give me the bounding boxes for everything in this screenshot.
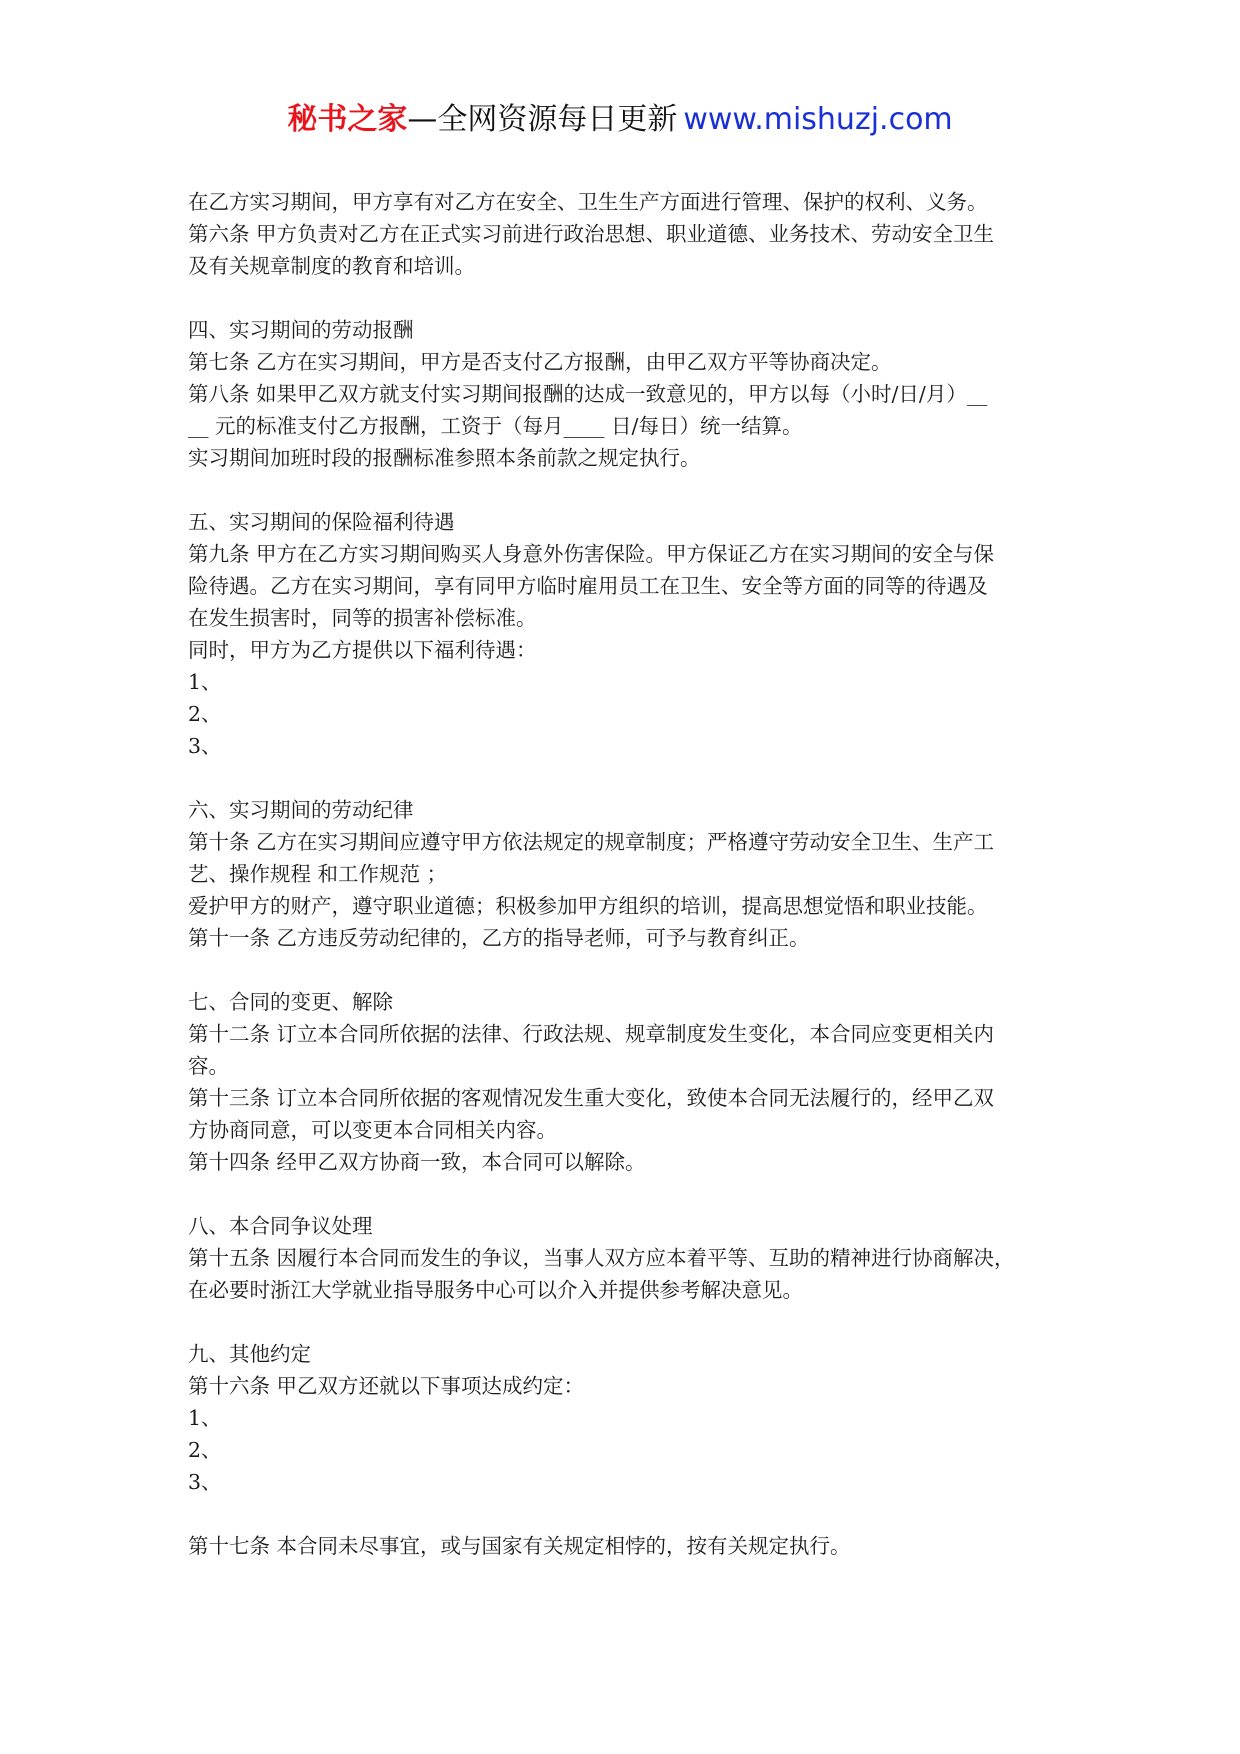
blank-line [188, 474, 1068, 506]
article-line: 第十六条 甲乙双方还就以下事项达成约定： [188, 1374, 585, 1398]
blank-line [188, 954, 1068, 986]
article-line: 第七条 乙方在实习期间，甲方是否支付乙方报酬，由甲乙双方平等协商决定。 [188, 350, 892, 374]
section-heading: 九、其他约定 [188, 1342, 311, 1366]
article-line: 第六条 甲方负责对乙方在正式实习前进行政治思想、职业道德、业务技术、劳动安全卫生 [188, 222, 995, 246]
list-item: 1、 [188, 670, 222, 694]
list-item: 2、 [188, 702, 222, 726]
article-line: 第十一条 乙方违反劳动纪律的，乙方的指导老师，可予与教育纠正。 [188, 926, 810, 950]
paragraph-line: 艺、操作规程 和工作规范 ； [188, 862, 448, 886]
paragraph-line: 险待遇。乙方在实习期间，享有同甲方临时雇用员工在卫生、安全等方面的同等的待遇及 [188, 574, 988, 598]
section-heading: 七、合同的变更、解除 [188, 990, 393, 1014]
article-line: 第十四条 经甲乙双方协商一致，本合同可以解除。 [188, 1150, 646, 1174]
list-item: 1、 [188, 1406, 222, 1430]
article-line: 第十条 乙方在实习期间应遵守甲方依法规定的规章制度；严格遵守劳动安全卫生、生产工 [188, 830, 995, 854]
site-header [0, 98, 1240, 142]
blank-line [188, 1306, 1068, 1338]
paragraph-line: 在发生损害时，同等的损害补偿标准。 [188, 606, 537, 630]
document-body [188, 186, 1068, 1562]
paragraph-line: __ 元的标准支付乙方报酬，工资于（每月____ 日/每日）统一结算。 [188, 414, 803, 438]
site-url[interactable]: www.mishuzj.com [683, 102, 953, 137]
article-line: 第十三条 订立本合同所依据的客观情况发生重大变化，致使本合同无法履行的，经甲乙双 [188, 1086, 995, 1110]
article-line: 第八条 如果甲乙双方就支付实习期间报酬的达成一致意见的，甲方以每（小时/日/月）__ [188, 382, 988, 406]
section-heading: 五、实习期间的保险福利待遇 [188, 510, 455, 534]
blank-line [188, 282, 1068, 314]
list-item: 3、 [188, 734, 222, 758]
blank-line [188, 1498, 1068, 1530]
list-item: 2、 [188, 1438, 222, 1462]
blank-line [188, 762, 1068, 794]
list-item: 3、 [188, 1470, 222, 1494]
article-line: 第九条 甲方在乙方实习期间购买人身意外伤害保险。甲方保证乙方在实习期间的安全与保 [188, 542, 995, 566]
article-line: 第十七条 本合同未尽事宜，或与国家有关规定相悖的，按有关规定执行。 [188, 1534, 851, 1558]
section-heading: 四、实习期间的劳动报酬 [188, 318, 414, 342]
paragraph-line: 方协商同意，可以变更本合同相关内容。 [188, 1118, 557, 1142]
section-heading: 六、实习期间的劳动纪律 [188, 798, 414, 822]
paragraph-line: 在乙方实习期间，甲方享有对乙方在安全、卫生生产方面进行管理、保护的权利、义务。 [188, 190, 988, 214]
site-brand: 秘书之家 [287, 102, 408, 137]
paragraph-line: 同时，甲方为乙方提供以下福利待遇： [188, 638, 537, 662]
article-line: 第十五条 因履行本合同而发生的争议，当事人双方应本着平等、互助的精神进行协商解决， [188, 1246, 1015, 1270]
article-line: 第十二条 订立本合同所依据的法律、行政法规、规章制度发生变化，本合同应变更相关内 [188, 1022, 995, 1046]
paragraph-line: 容。 [188, 1054, 229, 1078]
blank-line [188, 1178, 1068, 1210]
site-tagline: —全网资源每日更新 [407, 102, 678, 137]
paragraph-line: 及有关规章制度的教育和培训。 [188, 254, 475, 278]
paragraph-line: 爱护甲方的财产，遵守职业道德；积极参加甲方组织的培训，提高思想觉悟和职业技能。 [188, 894, 988, 918]
paragraph-line: 在必要时浙江大学就业指导服务中心可以介入并提供参考解决意见。 [188, 1278, 803, 1302]
paragraph-line: 实习期间加班时段的报酬标准参照本条前款之规定执行。 [188, 446, 701, 470]
section-heading: 八、本合同争议处理 [188, 1214, 373, 1238]
